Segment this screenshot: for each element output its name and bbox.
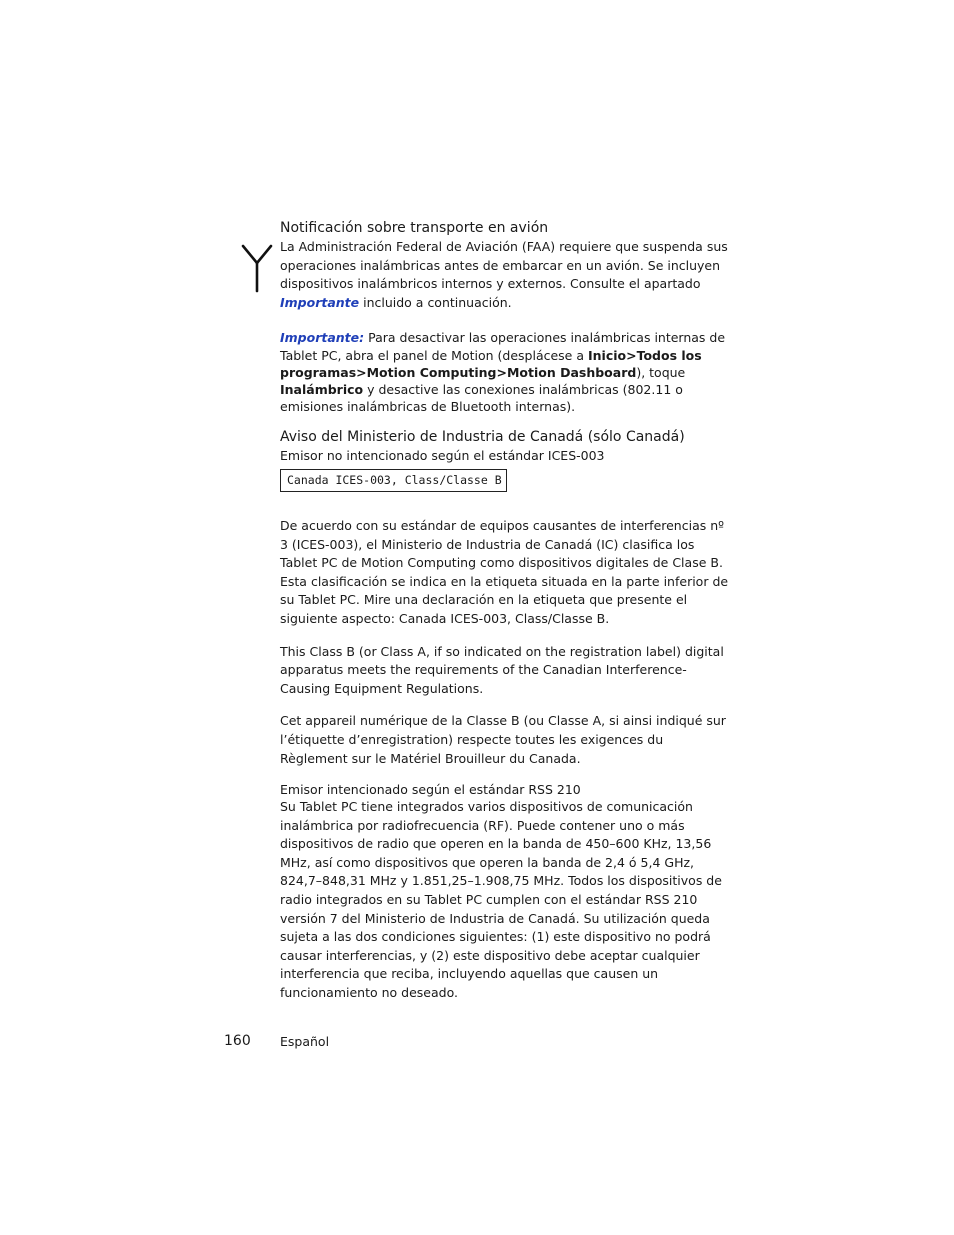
page-number: 160: [224, 1033, 251, 1049]
rss-paragraph: Su Tablet PC tiene integrados varios dispositivos de comunicación inalámbrica por radiofrecuencia (RF). Puede contener uno o más dispositivos de radio que operen en la banda de 450–600 KHz, 13,56 MHz, así como dispositivos que operen la banda de 2,4 ó 5,4 GHz, 824,7–848,31 MHz y 1.851,25–1.908,75 MHz. Todos los dispositivos de radio integrados en su Tablet PC cumplen con el estándar RSS 210 versión 7 del Ministerio de Industria de Canadá. Su utilización queda sujeta a las dos condiciones siguientes: (1) este dispositivo no podrá causar interferencias, y (2) este dispositivo debe aceptar cualquier interferencia que reciba, incluyendo aquellas que causen un funcionamiento no deseado.: [280, 799, 722, 1001]
important-link[interactable]: Importante: [280, 294, 360, 310]
section-title-canada: Aviso del Ministerio de Industria de Canadá (sólo Canadá): [280, 429, 685, 446]
ices-paragraph-es: De acuerdo con su estándar de equipos causantes de interferencias nº 3 (ICES-003), el Ministerio de Industria de Canadá (IC) clasifica los Tablet PC de Motion Computing como dispositivos digitales de Clase B. Esta clasificación se indica en la etiqueta situada en la parte inferior de su Tablet PC. Mire una declaración en la etiqueta que presente el siguiente aspecto: Canada ICES-003, Class/Classe B.: [280, 517, 729, 626]
ices-subtitle: Emisor no intencionado según el estándar ICES-003: [280, 448, 605, 464]
page-content: [280, 219, 730, 1003]
ices-paragraph-fr: Cet appareil numérique de la Classe B (ou Classe A, si ainsi indiqué sur l’étiquette d’enregistration) respecte toutes les exigences du Règlement sur le Matériel Brouilleur du Canada.: [280, 713, 726, 766]
important-label: Importante:: [280, 330, 365, 346]
aviation-intro: La Administración Federal de Aviación (FAA) requiere que suspenda sus operaciones inalámbricas antes de embarcar en un avión. Se incluyen dispositivos inalámbricos internos y externos. Consulte el apartado Importante incluido a continuación.: [280, 239, 728, 310]
antenna-icon: [241, 243, 273, 293]
important-note: Importante: Para desactivar las operaciones inalámbricas internas de Tablet PC, abra el panel de Motion (desplácese a Inicio>Todos los programas>Motion Computing>Motion Dashboard), toque Inalámbrico y desactive las conexiones inalámbricas (802.11 o emisiones inalámbricas de Bluetooth internas).: [280, 330, 726, 415]
ices-paragraph-en: This Class B (or Class A, if so indicated on the registration label) digital apparatus meets the requirements of the Canadian Interference-Causing Equipment Regulations.: [280, 643, 724, 696]
rss-title: Emisor intencionado según el estándar RSS 210: [280, 782, 581, 798]
ices-label-box: Canada ICES-003, Class/Classe B: [280, 469, 507, 492]
section-title-aviation: Notificación sobre transporte en avión: [280, 220, 549, 236]
footer-language: Español: [280, 1034, 330, 1049]
